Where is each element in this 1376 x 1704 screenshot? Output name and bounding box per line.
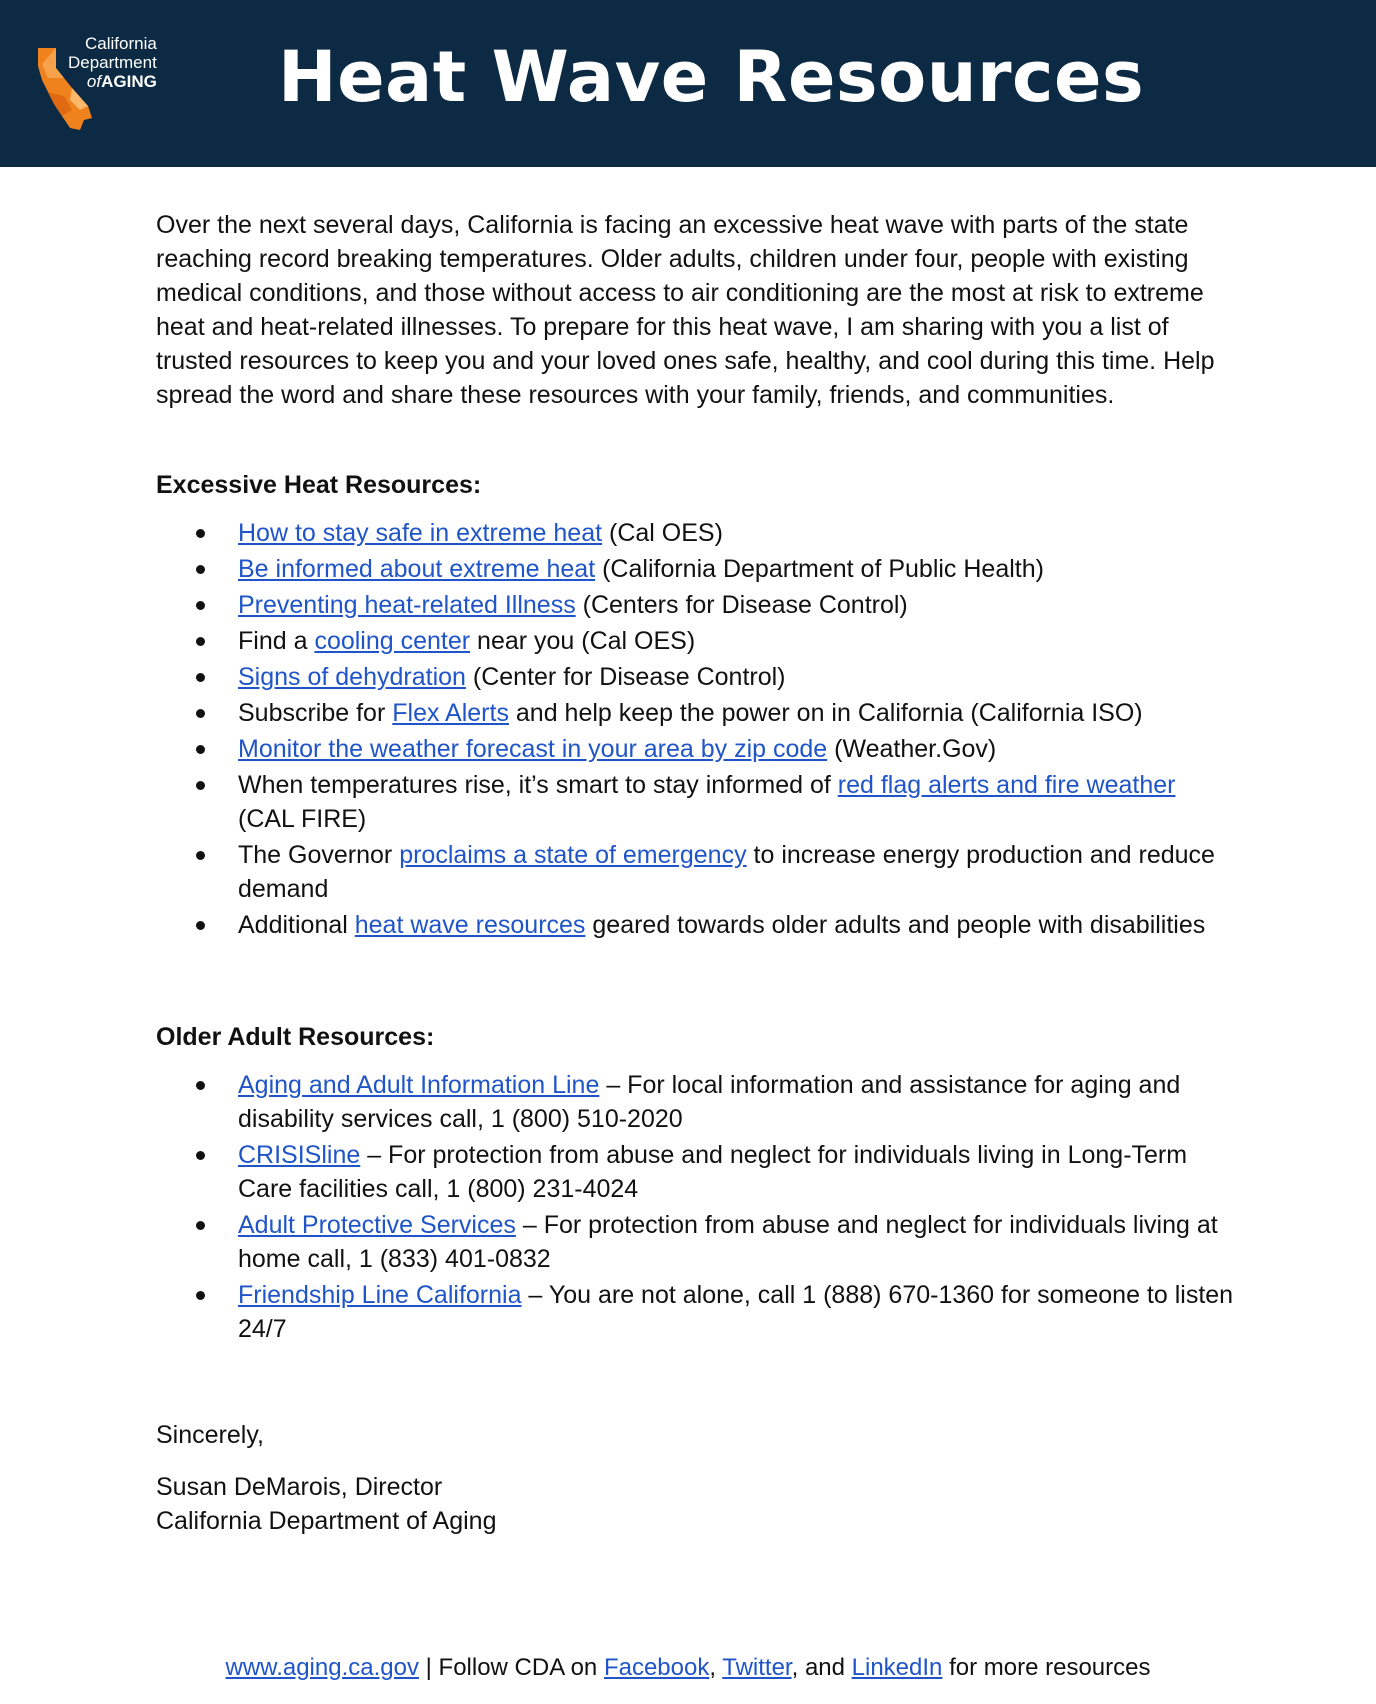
logo-wordmark: [68, 34, 157, 91]
footer-text-2: for more resources: [942, 1654, 1151, 1681]
resource-link[interactable]: cooling center: [314, 627, 471, 655]
footer-text-1: | Follow CDA on: [418, 1654, 604, 1681]
item-text-after: – You are not alone, call 1 (888) 670-1360 for someone to listen 24/7: [238, 1281, 1234, 1343]
list-item: [156, 732, 1236, 766]
resource-link[interactable]: heat wave resources: [354, 911, 586, 939]
resource-link[interactable]: Adult Protective Services: [238, 1211, 516, 1239]
website-link[interactable]: www.aging.ca.gov: [225, 1654, 419, 1681]
item-text-after: to increase energy production and reduce demand: [238, 841, 1215, 903]
resource-link[interactable]: How to stay safe in extreme heat: [238, 519, 603, 547]
resource-link[interactable]: Preventing heat-related Illness: [238, 591, 576, 619]
logo-line-1: California: [85, 34, 157, 53]
bullet-icon: [196, 601, 205, 610]
item-text-after: (Weather.Gov): [827, 735, 997, 763]
bullet-icon: [196, 851, 205, 860]
older-adult-resources-list: [156, 1068, 1236, 1346]
bullet-icon: [196, 1221, 205, 1230]
resource-link[interactable]: Monitor the weather forecast in your area by zip code: [238, 735, 828, 763]
item-text-after: (Cal OES): [602, 519, 723, 547]
list-item: [156, 838, 1236, 906]
item-text-before: Subscribe for: [238, 699, 393, 727]
list-item: [156, 588, 1236, 622]
resource-link[interactable]: CRISISline: [238, 1141, 361, 1169]
bullet-icon: [196, 529, 205, 538]
resource-link[interactable]: Flex Alerts: [392, 699, 509, 727]
bullet-icon: [196, 565, 205, 574]
bullet-icon: [196, 637, 205, 646]
footer: [0, 1652, 1376, 1684]
bullet-icon: [196, 1151, 205, 1160]
resource-link[interactable]: Friendship Line California: [238, 1281, 522, 1309]
resource-link[interactable]: proclaims a state of emergency: [399, 841, 747, 869]
list-item: [156, 1138, 1236, 1206]
item-text-after: (Centers for Disease Control): [575, 591, 908, 619]
list-item: [156, 552, 1236, 586]
heat-resources-list: [156, 516, 1236, 942]
bullet-icon: [196, 1081, 205, 1090]
resource-link[interactable]: red flag alerts and fire weather: [837, 771, 1176, 799]
item-text-after: and help keep the power on in California (California ISO): [508, 699, 1143, 727]
document-body: [156, 208, 1236, 1538]
item-text-after: – For protection from abuse and neglect for individuals living at home call, 1 (833) 401-0832: [238, 1211, 1218, 1273]
item-text-before: Find a: [238, 627, 315, 655]
item-text-after: – For local information and assistance for aging and disability services call, 1 (800) 510-2020: [238, 1071, 1181, 1133]
page-title: Heat Wave Resources: [278, 36, 1145, 118]
intro-paragraph: Over the next several days, California is facing an excessive heat wave with parts of the state reaching record breaking temperatures. Older adults, children under four, people with existing medical conditions, and those without access to air conditioning are the most at risk to extreme heat and heat-related illnesses. To prepare for this heat wave, I am sharing with you a list of trusted resources to keep you and your loved ones safe, healthy, and cool during this time. Help spread the word and share these resources with your family, friends, and communities.: [156, 211, 1215, 409]
bullet-icon: [196, 1291, 205, 1300]
item-text-after: geared towards older adults and people with disabilities: [585, 911, 1206, 939]
logo-line-3: [68, 72, 157, 91]
list-item: [156, 624, 1236, 658]
list-item: [156, 696, 1236, 730]
item-text-after: – For protection from abuse and neglect for individuals living in Long-Term Care facilities call, 1 (800) 231-4024: [238, 1141, 1188, 1203]
older-section-heading: Older Adult Resources:: [156, 1023, 435, 1051]
cda-logo[interactable]: [34, 30, 194, 130]
list-item: [156, 660, 1236, 694]
item-text-after: (Center for Disease Control): [465, 663, 786, 691]
closing-block: [156, 1418, 1236, 1538]
twitter-link[interactable]: Twitter: [722, 1654, 792, 1681]
bullet-icon: [196, 745, 205, 754]
list-item: [156, 908, 1236, 942]
list-item: [156, 768, 1236, 836]
footer-sep-2: , and: [791, 1654, 852, 1681]
salutation: Sincerely,: [156, 1421, 264, 1449]
signer-organization: California Department of Aging: [156, 1507, 497, 1535]
resource-link[interactable]: Be informed about extreme heat: [238, 555, 596, 583]
item-text-after: (California Department of Public Health): [595, 555, 1044, 583]
bullet-icon: [196, 781, 205, 790]
linkedin-link[interactable]: LinkedIn: [851, 1654, 943, 1681]
header-banner: [0, 0, 1376, 167]
resource-link[interactable]: Signs of dehydration: [238, 663, 466, 691]
list-item: [156, 1278, 1236, 1346]
list-item: [156, 1068, 1236, 1136]
heat-section-heading: Excessive Heat Resources:: [156, 471, 482, 499]
item-text-before: When temperatures rise, it’s smart to stay informed of: [238, 771, 838, 799]
item-text-before: The Governor: [238, 841, 400, 869]
item-text-after: near you (Cal OES): [470, 627, 696, 655]
logo-line-3-prefix: of: [86, 72, 102, 91]
list-item: [156, 1208, 1236, 1276]
facebook-link[interactable]: Facebook: [603, 1654, 710, 1681]
list-item: [156, 516, 1236, 550]
logo-line-2: Department: [68, 53, 157, 72]
signer-name: Susan DeMarois, Director: [156, 1473, 443, 1501]
bullet-icon: [196, 709, 205, 718]
bullet-icon: [196, 921, 205, 930]
item-text-before: Additional: [238, 911, 355, 939]
item-text-after: (CAL FIRE): [238, 805, 367, 833]
footer-sep-1: ,: [709, 1654, 723, 1681]
resource-link[interactable]: Aging and Adult Information Line: [238, 1071, 600, 1099]
logo-line-3-main: AGING: [101, 72, 157, 91]
bullet-icon: [196, 673, 205, 682]
